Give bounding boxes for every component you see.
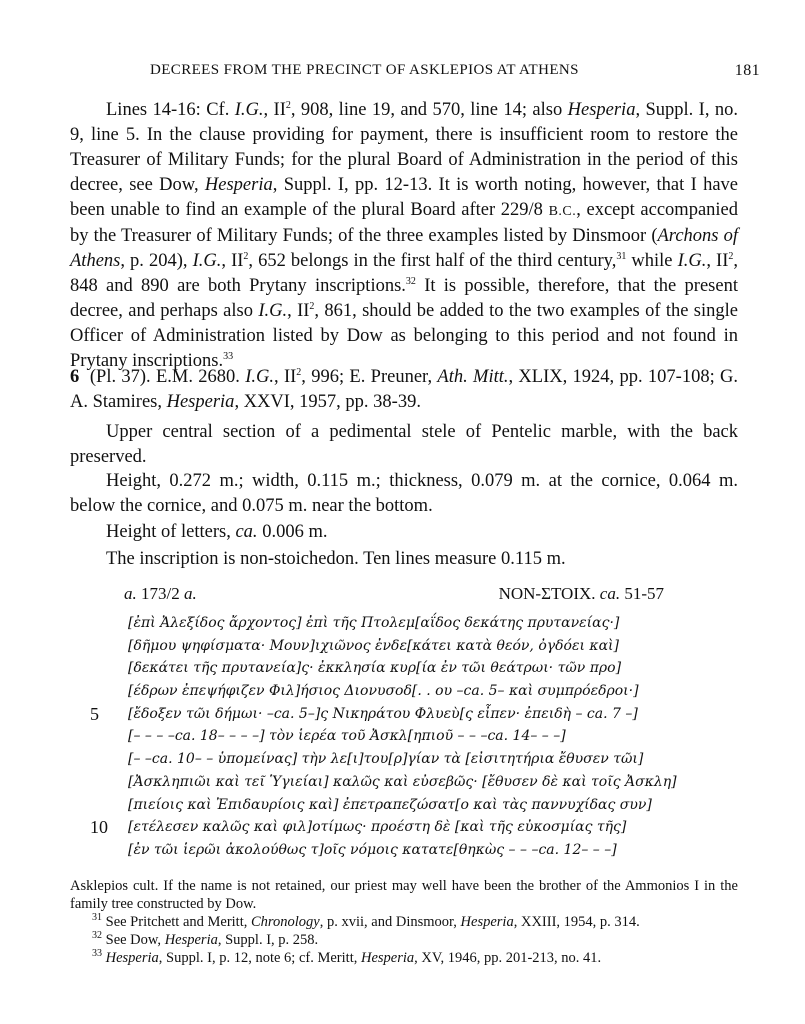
footnote-33: $^{33}$ Hesperia, Suppl. I, p. 12, note 6; cf. Meritt, Hesperia, XV, 1946, pp. 201-213, no. 41. [92, 948, 602, 966]
inscription-line [90, 612, 710, 635]
line-text: [δεκάτει τῆς πρυτανεία]ς· ἐκκλησία κυρ[ία ἐν τῶι θεάτρωι· τῶν προ] [128, 660, 622, 677]
stone-description: Upper central section of a pedimental stele of Pentelic marble, with the back preserved. [70, 422, 738, 467]
inscription-line [90, 725, 710, 748]
inscription-date: a. 173/2 a. [124, 584, 197, 603]
line-number: 10 [90, 817, 108, 838]
inscription-line [90, 748, 710, 771]
line-text: [– – – –ca. 18– – – –] τὸν ἱερέα τοῦ Ἀσκλ[ηπιοῦ – – –ca. 14– – –] [128, 728, 566, 745]
inscription-line [90, 635, 710, 658]
stoichedon-note: The inscription is non-stoichedon. Ten lines measure 0.115 m. [106, 549, 566, 569]
inscription-line [90, 816, 710, 839]
line-text: [πιείοις καὶ Ἐπιδαυρίοις καὶ] ἐπετραπεζώσατ[ο καὶ τὰς παννυχίδας συν] [128, 796, 652, 813]
running-title: DECREES FROM THE PRECINCT OF ASKLEPIOS AT ATHENS [150, 62, 579, 78]
line-text: [ετέλεσεν καλῶς καὶ φιλ]οτίμως· προέστη δὲ [καὶ τῆς εὐκοσμίας τῆς] [128, 819, 627, 836]
inscription-line [90, 703, 710, 726]
measurements: Height, 0.272 m.; width, 0.115 m.; thickness, 0.079 m. at the cornice, 0.064 m. below the cornice, and 0.075 m. near the bottom. [70, 471, 738, 516]
line-text: [– –ca. 10– – ὑπομείνας] τὴν λε[ι]του[ρ]γίαν τὰ [εἰσιτητήρια ἔθυσεν τῶι] [128, 751, 644, 768]
commentary-paragraph: Lines 14-16: Cf. I.G., $II^2$, 908, line 19, and 570, line 14; also Hesperia, Suppl. I, no. 9, line 5. In the clause providing for payment, there is insufficient room to restore the Treasurer of Military Funds; for the plural Board of Administration in the period of this decree, see Dow, Hesperia, Suppl. I, pp. 12-13. It is worth noting, however, that I have been unable to find an example of the plural Board after 229/8 B.C., except accompanied by the Treasurer of Military Funds; of the three examples listed by Dinsmoor (Archons of Athens, p. 204), I.G., $II^2$, 652 belongs in the first half of the third century,$^{31}$ while I.G., $II^2$, 848 and 890 are both Prytany inscriptions.$^{32}$ It is possible, therefore, that the present decree, and perhaps also I.G., $II^2$, 861, should be added to the two examples of the single Officer of Administration listed by Dow as belonging to this period and not found in Prytany inscriptions.$^{33}$ [70, 99, 739, 371]
footnote-32: $^{32}$ See Dow, Hesperia, Suppl. I, p. 258. [92, 930, 319, 948]
inscription-line [90, 839, 710, 862]
continued-note: Asklepios cult. If the name is not retained, our priest may well have been the brother of the Ammonios I in the family tree constructed by Dow. [70, 878, 738, 912]
entry-heading: 6 (Pl. 37). E.M. 2680. I.G., $II^2$, 996; E. Preuner, Ath. Mitt., XLIX, 1924, pp. 107-108; G. A. Stamires, Hesperia, XXVI, 1957, pp. 38-39. [70, 366, 739, 412]
inscription-line [90, 657, 710, 680]
line-text: [Ἀσκληπιῶι καὶ τεῖ Ὑγιείαι] καλῶς καὶ εὐσεβῶς· [ἔθυσεν δὲ καὶ τοῖς Ἀσκλη] [128, 773, 677, 790]
inscription-line [90, 771, 710, 794]
inscription-line [90, 794, 710, 817]
line-text: [ἐν τῶι ἱερῶι ἀκολούθως τ]οῖς νόμοις κατατε[θηκὼς – – –ca. 12– – –] [128, 841, 617, 858]
inscription-line [90, 680, 710, 703]
line-text: [δῆμου ψηφίσματα· Μουν]ιχιῶνος ἐνδε[κάτει κατὰ θεόν, ὀγδόει καὶ] [128, 637, 620, 654]
footnote-31: $^{31}$ See Pritchett and Meritt, Chronology, p. xvii, and Dinsmoor, Hesperia, XXIII, 1954, p. 314. [92, 912, 640, 930]
line-text: [ἐπὶ Ἀλεξίδος ἄρχοντος] ἐπὶ τῆς Πτολεμ[αΐδος δεκάτης πρυτανείας·] [128, 615, 620, 631]
inscription-type: NON-ΣΤΟΙΧ. ca. 51-57 [498, 584, 664, 603]
line-number: 5 [90, 703, 99, 724]
inscription-text [90, 612, 710, 862]
line-text: [έδρων ἐπεψήφιζεν Φιλ]ήσιος Διονυσοδ[. . ου –ca. 5– καὶ συμπρόεδροι·] [128, 683, 639, 700]
letter-height: Height of letters, ca. 0.006 m. [106, 522, 328, 542]
line-text: [ἔδοξεν τῶι δήμωι· –ca. 5–]ς Νικηράτου Φλυεὺ[ς εἶπεν· ἐπειδὴ – ca. 7 –] [128, 705, 638, 722]
page-number: 181 [734, 62, 760, 79]
